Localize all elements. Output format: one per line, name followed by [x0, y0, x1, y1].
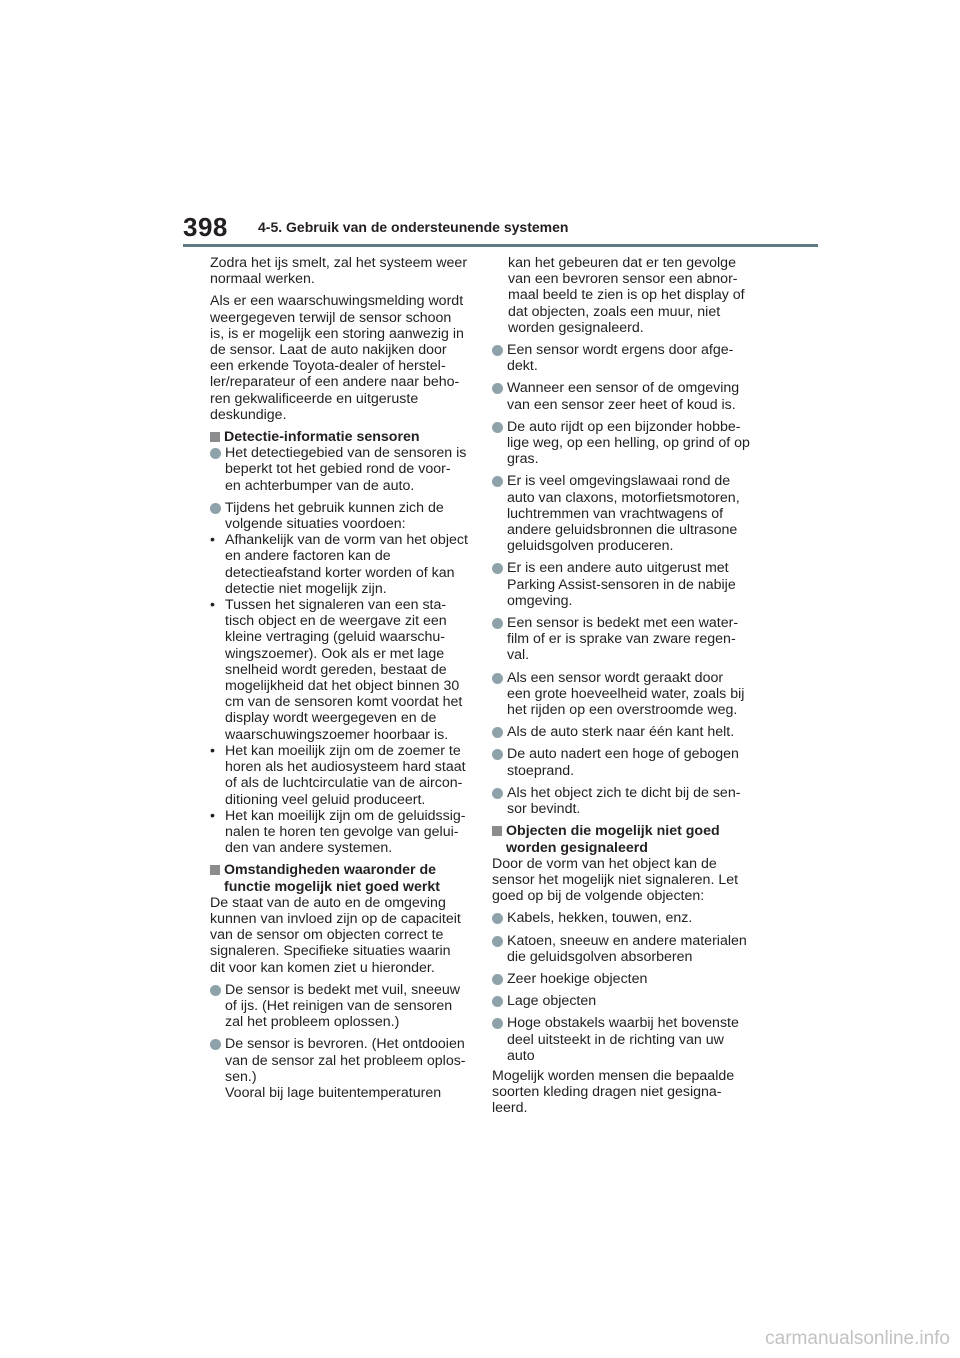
square-bullet-icon	[210, 432, 220, 442]
list-item: De auto rijdt op een bijzonder hobbe-lige weg, op een helling, op grind of op gras.	[492, 419, 750, 468]
circle-bullet-icon	[492, 974, 503, 985]
list-item: Zeer hoekige objecten	[492, 971, 750, 987]
circle-bullet-icon	[492, 936, 503, 947]
sub-bullet-mark: •	[210, 597, 215, 614]
list-item: Als het object zich te dicht bij de sen-sor bevindt.	[492, 785, 750, 817]
list-item: Hoge obstakels waarbij het bovenste deel uitsteekt in de richting van uw auto	[492, 1015, 750, 1064]
circle-bullet-icon	[492, 563, 503, 574]
paragraph: kan het gebeuren dat er ten gevolge van een bevroren sensor een abnor-maal beeld te zien is op het display of dat objecten, zoals een muur, niet worden gesignaleerd.	[508, 255, 745, 336]
page-number: 398	[183, 212, 228, 242]
circle-bullet-icon	[492, 476, 503, 487]
sub-bullet-mark: •	[210, 532, 215, 549]
list-item: Kabels, hekken, touwen, enz.	[492, 910, 750, 926]
square-bullet-icon	[210, 865, 220, 875]
list-item: Als de auto sterk naar één kant helt.	[492, 724, 750, 740]
circle-bullet-icon	[210, 985, 221, 996]
list-item	[210, 1036, 468, 1101]
circle-bullet-icon	[492, 1018, 503, 1029]
circle-bullet-icon	[492, 727, 503, 738]
circle-bullet-icon	[492, 618, 503, 629]
circle-bullet-icon	[492, 383, 503, 394]
left-column	[210, 255, 468, 1107]
list-item: De auto nadert een hoge of gebogen stoeprand.	[492, 746, 750, 778]
circle-bullet-icon	[210, 503, 221, 514]
paragraph: De staat van de auto en de omgeving kunnen van invloed zijn op de capaciteit van de sensor om objecten correct te signaleren. Specifieke situaties waarin dit voor kan komen ziet u hieronder.	[210, 894, 461, 976]
list-item: De sensor is bedekt met vuil, sneeuw of ijs. (Het reinigen van de sensoren zal het probleem oplossen.)	[210, 982, 468, 1031]
header-rule	[183, 244, 818, 247]
list-item-continuation: Vooral bij lage buitentemperaturen	[225, 1084, 442, 1101]
circle-bullet-icon	[492, 345, 503, 356]
list-item: Katoen, sneeuw en andere materialen die geluidsgolven absorberen	[492, 933, 750, 965]
square-bullet-icon	[492, 826, 502, 836]
circle-bullet-icon	[492, 749, 503, 760]
subheading: Detectie-informatie sensoren	[210, 429, 468, 445]
circle-bullet-icon	[492, 913, 503, 924]
list-item: Lage objecten	[492, 993, 750, 1009]
sub-bullet-mark: •	[210, 742, 215, 759]
list-item: Tijdens het gebruik kunnen zich de volgende situaties voordoen:	[210, 500, 468, 532]
watermark: carmanualsonline.info	[765, 1328, 950, 1349]
subheading: Objecten die mogelijk niet goed worden gesignaleerd	[492, 823, 750, 855]
sub-bullet-mark: •	[210, 807, 215, 824]
sub-list-item: • Afhankelijk van de vorm van het object en andere factoren kan de detectieafstand korter worden of kan detectie niet mogelijk zijn.	[210, 532, 468, 597]
paragraph: Mogelijk worden mensen die bepaalde soorten kleding dragen niet gesigna-leerd.	[492, 1067, 735, 1117]
sub-list-item: • Het kan moeilijk zijn om de zoemer te horen als het audiosysteem hard staat of als de luchtcirculatie van de aircon-ditioning veel geluid produceert.	[210, 742, 466, 808]
right-column	[492, 255, 750, 1123]
list-item: Wanneer een sensor of de omgeving van een sensor zeer heet of koud is.	[492, 380, 750, 412]
section-title: 4-5. Gebruik van de ondersteunende systemen	[258, 219, 569, 235]
sub-list-item: • Het kan moeilijk zijn om de geluidssig-nalen te horen ten gevolge van gelui-den van andere systemen.	[210, 807, 466, 857]
list-item: Als een sensor wordt geraakt door een grote hoeveelheid water, zoals bij het rijden op een overstroomde weg.	[492, 670, 750, 719]
circle-bullet-icon	[492, 996, 503, 1007]
subheading: Omstandigheden waaronder de functie mogelijk niet goed werkt	[210, 862, 468, 894]
list-item: Er is veel omgevingslawaai rond de auto van claxons, motorfietsmotoren, luchtremmen van vrachtwagens of andere geluidsbronnen die ultrasone geluidsgolven produceren.	[492, 473, 750, 554]
circle-bullet-icon	[210, 448, 221, 459]
list-item: Een sensor is bedekt met een water-film of er is sprake van zware regen-val.	[492, 615, 750, 664]
circle-bullet-icon	[492, 788, 503, 799]
list-item: Het detectiegebied van de sensoren is beperkt tot het gebied rond de voor- en achterbumper van de auto.	[210, 445, 468, 494]
list-item-text: De sensor is bevroren. (Het ontdooien van de sensor zal het probleem oplos-sen.)	[225, 1036, 466, 1085]
paragraph: Zodra het ijs smelt, zal het systeem weer normaal werken.	[210, 255, 468, 288]
circle-bullet-icon	[210, 1039, 221, 1050]
paragraph: Als er een waarschuwingsmelding wordt weergegeven terwijl de sensor schoon is, is er mogelijk een storing aanwezig in de sensor. Laat de auto nakijken door een erkende Toyota-dealer of herstel-ler/reparateur of een andere naar beho-ren gekwalificeerde en uitgeruste deskundige.	[210, 293, 464, 423]
circle-bullet-icon	[492, 422, 503, 433]
sub-list-item: • Tussen het signaleren van een sta-tisch object en de weergave zit een kleine vertraging (geluid waarschu-wingszoemer). Ook als er met lage snelheid wordt gereden, bestaat de mogelijkheid dat het object binnen 30 cm van de sensoren komt voordat het display wordt weergegeven en de waarschuwingszoemer hoorbaar is.	[210, 597, 463, 743]
circle-bullet-icon	[492, 673, 503, 684]
paragraph: Door de vorm van het object kan de sensor het mogelijk niet signaleren. Let goed op bij de volgende objecten:	[492, 855, 739, 905]
list-item: Een sensor wordt ergens door afge-dekt.	[492, 342, 750, 374]
list-item: Er is een andere auto uitgerust met Parking Assist-sensoren in de nabije omgeving.	[492, 560, 750, 609]
